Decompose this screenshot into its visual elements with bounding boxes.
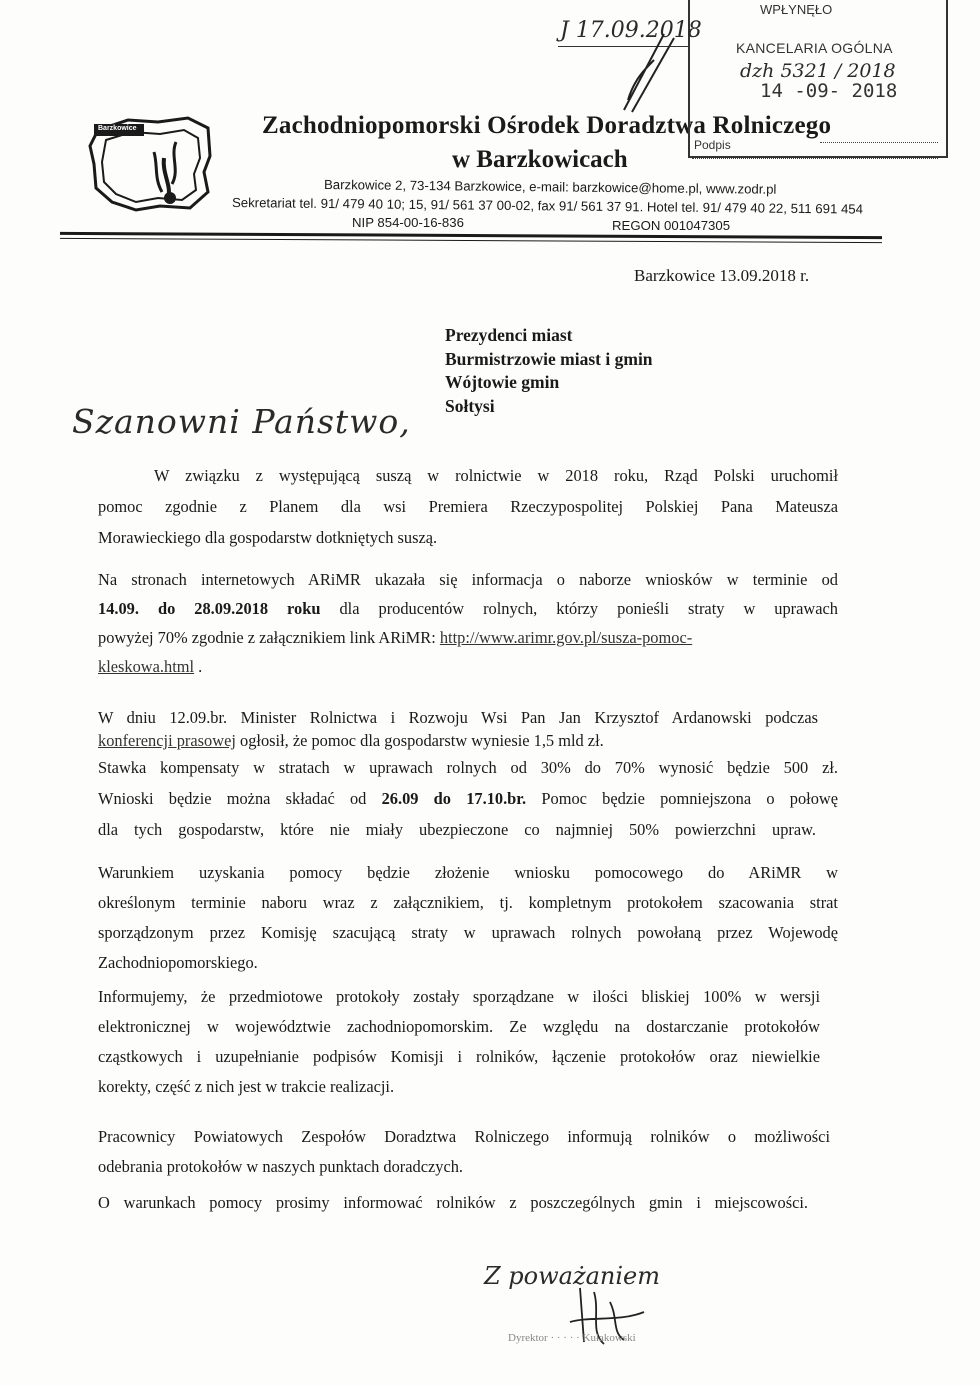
paragraph-compensation-rate (98, 752, 838, 845)
paragraph-line: pomoc zgodnie z Planem dla wsi Premiera Rzeczypospolitej Polskiej Pana Mateusza (98, 497, 838, 516)
paragraph-line: Wnioski będzie można składać od 26.09 do 17.10.br. Pomoc będzie pomniejszona o połowę (98, 789, 838, 808)
organization-name: Zachodniopomorski Ośrodek Doradztwa Rolniczego (262, 112, 832, 139)
paragraph-line: powyżej 70% zgodnie z załącznikiem link ARiMR: http://www.arimr.gov.pl/susza-pomoc- (98, 628, 693, 647)
paragraph-line: O warunkach pomocy prosimy informować rolników z poszczególnych gmin i miejscowości. (98, 1193, 808, 1212)
header-divider-thin (60, 238, 882, 243)
stamp-date: 14 -09- 2018 (760, 80, 898, 102)
faded-signature-stamp: Dyrektor · · · · · Kułakowski (508, 1332, 636, 1344)
organization-regon: REGON 001047305 (612, 218, 731, 233)
paragraph-line: określonym terminie naboru wraz z załącznikiem, tj. kompletnym protokołem szacowania strat (98, 893, 838, 912)
paragraph-protocols-status (98, 982, 838, 1102)
paragraph-line: Informujemy, że przedmiotowe protokoły zostały sporządzane w ilości bliskiej 100% w wersji (98, 987, 820, 1006)
paragraph-minister-announcement (98, 706, 838, 752)
paragraph-line: Stawka kompensaty w stratach w uprawach rolnych od 30% do 70% wynosić będzie 500 zł. (98, 758, 838, 777)
paragraph-line: Pracownicy Powiatowych Zespołów Doradztwa Rolniczego informują rolników o możliwości (98, 1127, 830, 1146)
handwritten-closing: Z poważaniem (484, 1262, 661, 1290)
application-dates: 26.09 do 17.10.br. (381, 789, 527, 808)
handwritten-greeting: Szanowni Państwo, (72, 402, 411, 441)
organization-address: Barzkowice 2, 73-134 Barzkowice, e-mail: barzkowice@home.pl, www.zodr.pl (323, 177, 777, 197)
paragraph-line: cząstkowych i uzupełnianie podpisów Komisji i rolników, łączenie protokołów oraz niewielkie (98, 1047, 820, 1066)
paragraph-line: konferencji prasowej ogłosił, że pomoc dla gospodarstw wyniesie 1,5 mld zł. (98, 731, 604, 750)
arimr-link-continued[interactable]: kleskowa.html (98, 657, 195, 676)
paragraph-line: W związku z występującą suszą w rolnictwie w 2018 roku, Rząd Polski uruchomił (154, 466, 838, 485)
handwritten-date-note: J 17.09.2018 (560, 18, 702, 43)
organization-nip: NIP 854-00-16-836 (352, 215, 464, 230)
stamp-dotted-line (820, 142, 938, 143)
handwritten-paraph-icon (604, 30, 684, 114)
paragraph-line: kleskowa.html . (98, 657, 203, 676)
recipient-line: Wójtowie gmin (445, 372, 560, 392)
stamp-registry-number: dzh 5321 / 2018 (740, 60, 896, 82)
paragraph-advisors-info (98, 1122, 838, 1182)
letter-date: Barzkowice 13.09.2018 r. (634, 266, 810, 285)
stamp-dotted-line (692, 158, 938, 159)
stamp-office-label: KANCELARIA OGÓLNA (736, 40, 893, 56)
recipient-line: Burmistrzowie miast i gmin (445, 348, 653, 369)
paragraph-closing-request (98, 1188, 838, 1218)
stamp-received-label: WPŁYNĘŁO (760, 2, 833, 17)
paragraph-line: sporządzonym przez Komisję szacującą straty w uprawach rolnych powołaną przez Wojewodę (98, 923, 838, 942)
logo-text: Barzkowice (98, 125, 137, 132)
application-period: 14.09. do 28.09.2018 roku (98, 599, 321, 618)
paragraph-line: Warunkiem uzyskania pomocy będzie złożenie wniosku pomocowego do ARiMR w (98, 863, 838, 882)
organization-phones: Sekretariat tel. 91/ 479 40 10; 15, 91/ 561 37 00-02, fax 91/ 561 37 91. Hotel tel. 91/ 479 40 22, 511 691 454 (231, 195, 864, 217)
paragraph-drought-aid (98, 460, 838, 553)
paragraph-line: elektronicznej w województwie zachodniopomorskim. Ze względu na dostarczanie protokołów (98, 1017, 820, 1036)
arimr-link[interactable]: http://www.arimr.gov.pl/susza-pomoc- (439, 628, 693, 647)
paragraph-line: Na stronach internetowych ARiMR ukazała się informacja o naborze wniosków w terminie od (98, 570, 838, 589)
paragraph-line: 14.09. do 28.09.2018 roku dla producentów rolnych, którzy ponieśli straty w uprawach (98, 599, 838, 618)
logo (84, 112, 216, 214)
paragraph-line: Morawieckiego dla gospodarstw dotkniętych suszą. (98, 528, 438, 547)
paragraph-conditions (98, 858, 838, 978)
paragraph-line: odebrania protokołów w naszych punktach doradczych. (98, 1157, 464, 1176)
paragraph-line: W dniu 12.09.br. Minister Rolnictwa i Rozwoju Wsi Pan Jan Krzysztof Ardanowski podczas (98, 708, 818, 727)
recipient-line: Sołtysi (445, 395, 495, 416)
recipients-block (445, 324, 653, 418)
paragraph-line: korekty, część z nich jest w trakcie realizacji. (98, 1077, 395, 1096)
press-conference-link[interactable]: konferencji prasowej (98, 731, 236, 750)
paragraph-line: dla tych gospodarstw, które nie miały ubezpieczone co najmniej 50% powierzchni upraw. (98, 820, 816, 839)
paragraph-arimr-info (98, 565, 838, 681)
paragraph-line: Zachodniopomorskiego. (98, 953, 258, 972)
stamp-signature-label: Podpis (694, 138, 731, 152)
organization-location: w Barzkowicach (452, 146, 628, 173)
recipient-line: Prezydenci miast (445, 325, 573, 345)
